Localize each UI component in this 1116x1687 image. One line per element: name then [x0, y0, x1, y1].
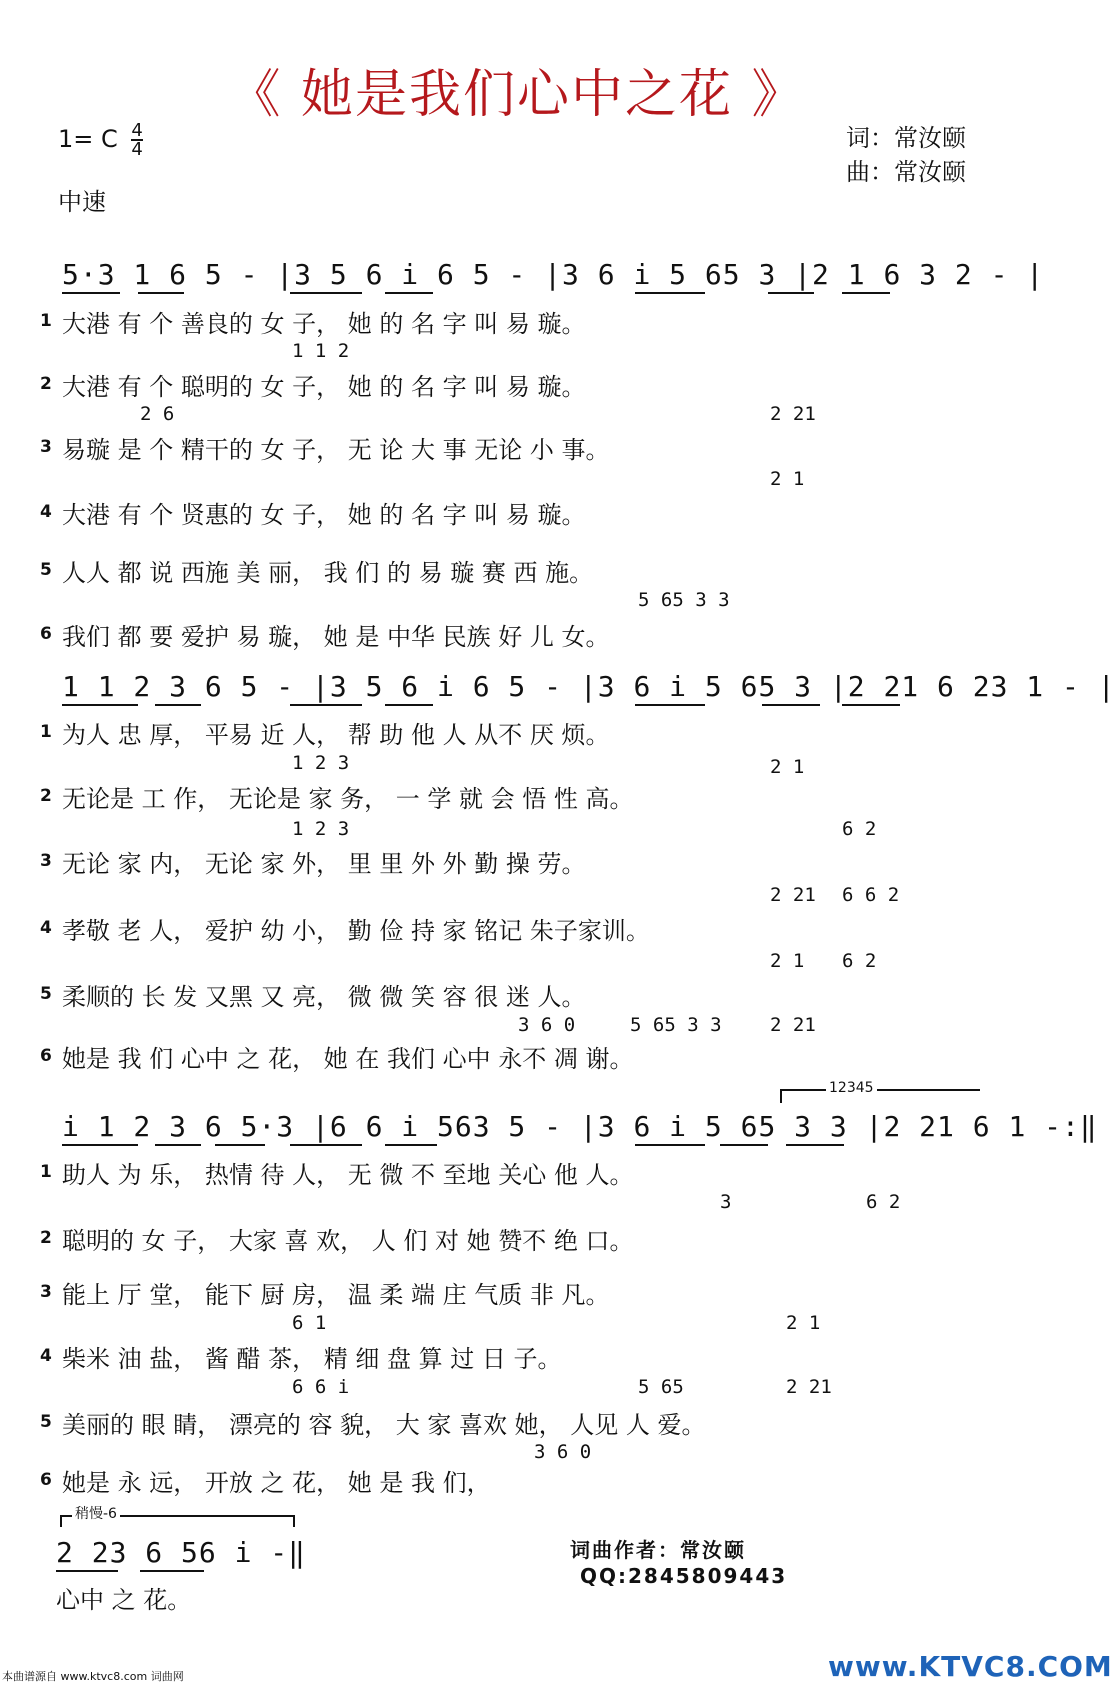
- verse-number: 6: [40, 624, 52, 644]
- composer-credit: 曲：常汝颐: [846, 158, 966, 186]
- system-3-notes: i 1 2 3 6 5·3 |6 6 i 563 5 - |3 6 i 5 65 3 3 |2 21 6 1 -:‖: [62, 1110, 1098, 1143]
- system-4-notes: 2 23 6 56 i -‖: [56, 1536, 307, 1569]
- verse-number: 5: [40, 560, 52, 580]
- grace-notes: 5 65 3 3: [638, 589, 730, 611]
- system-1-notes: 5·3 1 6 5 - |3 5 6 i 6 5 - |3 6 i 5 65 3 |2 1 6 3 2 - |: [62, 258, 1045, 291]
- grace-notes: 2 6: [140, 403, 175, 425]
- key-label: 1= C: [58, 125, 118, 153]
- lyric-line: 我们 都 要 爱护 易 璇， 她 是 中华 民族 好 儿 女。: [62, 623, 610, 651]
- lyric-line: 为人 忠 厚， 平易 近 人， 帮 助 他 人 从不 厌 烦。: [62, 721, 610, 749]
- lyricist-credit: 词：常汝颐: [846, 124, 966, 152]
- verse-number: 3: [40, 1282, 52, 1302]
- lyric-line: 大港 有 个 善良的 女 子， 她 的 名 字 叫 易 璇。: [62, 310, 586, 338]
- lyric-line: 心中 之 花。: [56, 1586, 192, 1614]
- lyric-line: 人人 都 说 西施 美 丽， 我 们 的 易 璇 赛 西 施。: [62, 559, 594, 587]
- grace-notes: 5 65 3 3: [630, 1014, 722, 1036]
- grace-notes: 5 65: [638, 1376, 684, 1398]
- lyric-line: 柔顺的 长 发 又黑 又 亮， 微 微 笑 容 很 迷 人。: [62, 983, 586, 1011]
- lyric-line: 她是 我 们 心中 之 花， 她 在 我们 心中 永不 凋 谢。: [62, 1045, 634, 1073]
- verse-number: 2: [40, 786, 52, 806]
- grace-notes: 2 1: [770, 950, 805, 972]
- grace-notes: 3 6 0: [518, 1014, 576, 1036]
- lyric-line: 她是 永 远， 开放 之 花， 她 是 我 们，: [62, 1469, 491, 1497]
- verse-number: 1: [40, 311, 52, 331]
- grace-notes: 2 21: [770, 884, 816, 906]
- song-title: 《 她是我们心中之花 》: [228, 65, 806, 125]
- grace-notes: 6 2: [842, 818, 877, 840]
- source-watermark: 本曲谱源自 www.ktvc8.com 词曲网: [2, 1670, 184, 1683]
- verse-number: 2: [40, 1228, 52, 1248]
- verse-number: 5: [40, 984, 52, 1004]
- site-logo: www.KTVC8.COM: [828, 1650, 1113, 1683]
- grace-notes: 6 1: [292, 1312, 327, 1334]
- lyric-line: 大港 有 个 贤惠的 女 子， 她 的 名 字 叫 易 璇。: [62, 501, 586, 529]
- grace-notes: 2 1: [770, 756, 805, 778]
- qq-contact: QQ:2845809443: [580, 1564, 788, 1588]
- grace-notes: 1 2 3: [292, 752, 350, 774]
- grace-notes: 6 2: [842, 950, 877, 972]
- verse-number: 4: [40, 918, 52, 938]
- verse-number: 1: [40, 1162, 52, 1182]
- verse-number: 6: [40, 1046, 52, 1066]
- grace-notes: 2 21: [786, 1376, 832, 1398]
- verse-number: 2: [40, 374, 52, 394]
- grace-notes: 2 21: [770, 1014, 816, 1036]
- verse-number: 4: [40, 502, 52, 522]
- verse-number: 4: [40, 1346, 52, 1366]
- lyric-line: 易璇 是 个 精干的 女 子， 无 论 大 事 无论 小 事。: [62, 436, 610, 464]
- lyric-line: 孝敬 老 人， 爱护 幼 小， 勤 俭 持 家 铭记 朱子家训。: [62, 917, 650, 945]
- grace-notes: 2 1: [770, 468, 805, 490]
- lyric-line: 无论是 工 作， 无论是 家 务， 一 学 就 会 悟 性 高。: [62, 785, 634, 813]
- grace-notes: 6 6 2: [842, 884, 900, 906]
- grace-notes: 6 2: [866, 1191, 901, 1213]
- lyric-line: 能上 厅 堂， 能下 厨 房， 温 柔 端 庄 气质 非 凡。: [62, 1281, 610, 1309]
- lyric-line: 助人 为 乐， 热情 待 人， 无 微 不 至地 关心 他 人。: [62, 1161, 634, 1189]
- grace-notes: 2 21: [770, 403, 816, 425]
- key-signature: [58, 122, 143, 158]
- grace-notes: 2 1: [786, 1312, 821, 1334]
- volta-ending: 12345: [826, 1080, 877, 1096]
- tempo-marking: 中速: [58, 188, 106, 216]
- time-signature: $\frac{4}{4}$: [131, 120, 143, 160]
- lyric-line: 无论 家 内， 无论 家 外， 里 里 外 外 勤 操 劳。: [62, 850, 586, 878]
- grace-notes: 6 6 i: [292, 1376, 350, 1398]
- lyric-line: 大港 有 个 聪明的 女 子， 她 的 名 字 叫 易 璇。: [62, 373, 586, 401]
- tempo-change-marking: 稍慢-6: [72, 1503, 120, 1523]
- verse-number: 5: [40, 1412, 52, 1432]
- verse-number: 6: [40, 1470, 52, 1490]
- grace-notes: 1 1 2: [292, 340, 350, 362]
- verse-number: 3: [40, 437, 52, 457]
- grace-notes: 3 6 0: [534, 1441, 592, 1463]
- verse-number: 1: [40, 722, 52, 742]
- author-credit: 词曲作者：常汝颐: [570, 1538, 746, 1562]
- grace-notes: 3: [720, 1191, 732, 1213]
- verse-number: 3: [40, 851, 52, 871]
- lyric-line: 美丽的 眼 睛， 漂亮的 容 貌， 大 家 喜欢 她， 人见 人 爱。: [62, 1411, 706, 1439]
- lyric-line: 柴米 油 盐， 酱 醋 茶， 精 细 盘 算 过 日 子。: [62, 1345, 562, 1373]
- system-2-notes: 1 1 2 3 6 5 - |3 5 6 i 6 5 - |3 6 i 5 65 3 |2 21 6 23 1 - |: [62, 670, 1116, 703]
- grace-notes: 1 2 3: [292, 818, 350, 840]
- lyric-line: 聪明的 女 子， 大家 喜 欢， 人 们 对 她 赞不 绝 口。: [62, 1227, 634, 1255]
